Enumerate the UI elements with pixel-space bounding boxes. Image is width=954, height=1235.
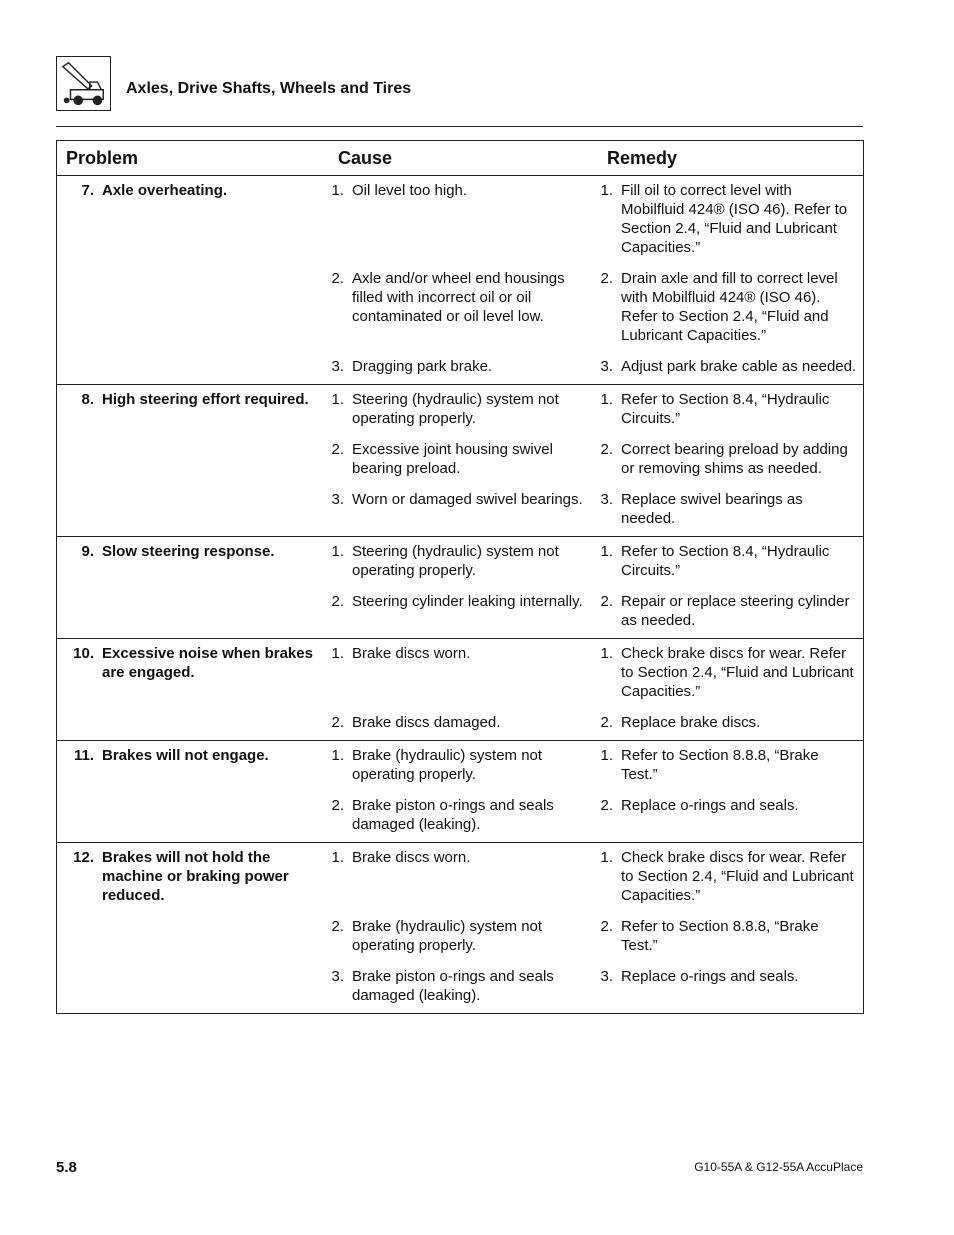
remedy-number: 3. <box>600 358 613 375</box>
cause-remedy-pair <box>326 440 863 478</box>
remedy-text: Drain axle and fill to correct level with Mobilfluid 424® (ISO 46). Refer to Section 2.4, “Fluid and Lubricant Capacities.” <box>621 270 838 344</box>
cause-number: 1. <box>331 182 344 199</box>
problem-text: Brakes will not hold the machine or braking power reduced. <box>102 849 289 904</box>
cause-cell <box>326 796 595 834</box>
table-row <box>57 639 863 741</box>
cause-remedy-pair <box>326 181 863 257</box>
remedy-cell <box>595 357 863 376</box>
page-title: Axles, Drive Shafts, Wheels and Tires <box>126 80 412 97</box>
cause-remedy-list <box>326 390 863 528</box>
remedy-cell <box>595 644 863 701</box>
cause-text: Steering (hydraulic) system not operating properly. <box>352 391 559 427</box>
cause-cell <box>326 713 595 732</box>
problem-cell <box>57 390 326 528</box>
problem-text: Axle overheating. <box>102 182 228 199</box>
column-header-remedy: Remedy <box>607 147 678 168</box>
remedy-text: Refer to Section 8.4, “Hydraulic Circuits.” <box>621 543 830 579</box>
remedy-text: Refer to Section 8.4, “Hydraulic Circuits.” <box>621 391 830 427</box>
remedy-cell <box>595 390 863 428</box>
cause-remedy-pair <box>326 390 863 428</box>
remedy-number: 2. <box>600 714 613 731</box>
cause-text: Brake discs worn. <box>352 849 471 866</box>
cause-remedy-list <box>326 848 863 1005</box>
remedy-cell <box>595 917 863 955</box>
cause-remedy-list <box>326 181 863 376</box>
cause-cell <box>326 746 595 784</box>
problem-text: Brakes will not engage. <box>102 747 269 764</box>
problem-cell <box>57 542 326 630</box>
problem-number: 11. <box>73 747 94 764</box>
remedy-text: Check brake discs for wear. Refer to Section 2.4, “Fluid and Lubricant Capacities.” <box>621 849 854 904</box>
cause-text: Brake piston o-rings and seals damaged (leaking). <box>352 797 554 833</box>
column-header-cause: Cause <box>338 147 393 168</box>
cause-text: Excessive joint housing swivel bearing preload. <box>352 441 553 477</box>
cause-remedy-pair <box>326 592 863 630</box>
remedy-cell <box>595 181 863 257</box>
table-row <box>57 537 863 639</box>
table-row <box>57 385 863 537</box>
problem-text: Slow steering response. <box>102 543 275 560</box>
remedy-text: Replace o-rings and seals. <box>621 968 799 985</box>
cause-text: Brake discs worn. <box>352 645 471 662</box>
cause-text: Brake (hydraulic) system not operating properly. <box>352 918 543 954</box>
cause-number: 2. <box>331 714 344 731</box>
remedy-number: 1. <box>600 182 613 199</box>
problem-text: Excessive noise when brakes are engaged. <box>102 645 313 681</box>
cause-text: Worn or damaged swivel bearings. <box>352 491 583 508</box>
cause-text: Steering (hydraulic) system not operating properly. <box>352 543 559 579</box>
cause-text: Brake (hydraulic) system not operating properly. <box>352 747 543 783</box>
cause-cell <box>326 357 595 376</box>
remedy-text: Adjust park brake cable as needed. <box>621 358 857 375</box>
remedy-number: 1. <box>600 543 613 560</box>
remedy-text: Replace brake discs. <box>621 714 761 731</box>
cause-text: Steering cylinder leaking internally. <box>352 593 583 610</box>
troubleshooting-table <box>56 140 864 1014</box>
cause-remedy-pair <box>326 713 863 732</box>
cause-cell <box>326 917 595 955</box>
table-header-row <box>57 141 863 176</box>
remedy-cell <box>595 848 863 905</box>
remedy-number: 3. <box>600 968 613 985</box>
problem-cell <box>57 644 326 732</box>
remedy-text: Replace o-rings and seals. <box>621 797 799 814</box>
cause-remedy-pair <box>326 967 863 1005</box>
remedy-text: Refer to Section 8.8.8, “Brake Test.” <box>621 747 819 783</box>
cause-remedy-list <box>326 644 863 732</box>
remedy-cell <box>595 269 863 345</box>
cause-cell <box>326 592 595 630</box>
cause-cell <box>326 440 595 478</box>
remedy-cell <box>595 592 863 630</box>
remedy-cell <box>595 746 863 784</box>
remedy-text: Correct bearing preload by adding or removing shims as needed. <box>621 441 848 477</box>
cause-text: Brake piston o-rings and seals damaged (leaking). <box>352 968 554 1004</box>
problem-number: 8. <box>81 391 94 408</box>
cause-cell <box>326 542 595 580</box>
remedy-number: 1. <box>600 747 613 764</box>
cause-cell <box>326 644 595 701</box>
remedy-cell <box>595 440 863 478</box>
cause-number: 2. <box>331 441 344 458</box>
problem-text: High steering effort required. <box>102 391 309 408</box>
remedy-number: 1. <box>600 849 613 866</box>
remedy-number: 1. <box>600 645 613 662</box>
cause-number: 3. <box>331 358 344 375</box>
cause-remedy-pair <box>326 269 863 345</box>
remedy-number: 2. <box>600 918 613 935</box>
cause-cell <box>326 181 595 257</box>
cause-text: Dragging park brake. <box>352 358 493 375</box>
cause-remedy-pair <box>326 542 863 580</box>
cause-remedy-list <box>326 746 863 834</box>
remedy-number: 1. <box>600 391 613 408</box>
cause-cell <box>326 967 595 1005</box>
column-header-problem: Problem <box>66 147 139 168</box>
cause-remedy-pair <box>326 746 863 784</box>
cause-number: 2. <box>331 918 344 935</box>
cause-cell <box>326 490 595 528</box>
remedy-number: 3. <box>600 491 613 508</box>
remedy-cell <box>595 542 863 580</box>
cause-number: 3. <box>331 968 344 985</box>
cause-text: Axle and/or wheel end housings filled with incorrect oil or oil contaminated or oil level low. <box>352 270 565 325</box>
problem-number: 10. <box>73 645 94 662</box>
remedy-text: Refer to Section 8.8.8, “Brake Test.” <box>621 918 819 954</box>
cause-number: 2. <box>331 270 344 287</box>
cause-number: 1. <box>331 747 344 764</box>
page-number: 5.8 <box>56 1159 77 1176</box>
problem-cell <box>57 848 326 1005</box>
remedy-text: Fill oil to correct level with Mobilfluid 424® (ISO 46). Refer to Section 2.4, “Fluid and Lubricant Capacities.” <box>621 182 848 256</box>
cause-cell <box>326 269 595 345</box>
remedy-cell <box>595 713 863 732</box>
cause-number: 1. <box>331 391 344 408</box>
cause-number: 1. <box>331 645 344 662</box>
remedy-number: 2. <box>600 797 613 814</box>
header-divider <box>56 126 863 127</box>
problem-number: 9. <box>81 543 94 560</box>
remedy-text: Replace swivel bearings as needed. <box>621 491 803 527</box>
cause-number: 1. <box>331 849 344 866</box>
problem-cell <box>57 181 326 376</box>
table-row <box>57 741 863 843</box>
cause-number: 1. <box>331 543 344 560</box>
table-row <box>57 843 863 1013</box>
remedy-number: 2. <box>600 270 613 287</box>
remedy-number: 2. <box>600 441 613 458</box>
problem-number: 12. <box>73 849 94 866</box>
footer-model: G10-55A & G12-55A AccuPlace <box>694 1160 863 1174</box>
cause-cell <box>326 848 595 905</box>
cause-number: 3. <box>331 491 344 508</box>
table-row <box>57 176 863 385</box>
remedy-cell <box>595 796 863 834</box>
remedy-number: 2. <box>600 593 613 610</box>
cause-remedy-pair <box>326 848 863 905</box>
remedy-cell <box>595 967 863 1005</box>
cause-remedy-list <box>326 542 863 630</box>
cause-text: Brake discs damaged. <box>352 714 501 731</box>
lift-machine-icon <box>56 56 111 111</box>
problem-cell <box>57 746 326 834</box>
remedy-text: Repair or replace steering cylinder as needed. <box>621 593 850 629</box>
cause-remedy-pair <box>326 490 863 528</box>
cause-number: 2. <box>331 593 344 610</box>
problem-number: 7. <box>81 182 94 199</box>
remedy-text: Check brake discs for wear. Refer to Section 2.4, “Fluid and Lubricant Capacities.” <box>621 645 854 700</box>
remedy-cell <box>595 490 863 528</box>
cause-remedy-pair <box>326 796 863 834</box>
cause-remedy-pair <box>326 357 863 376</box>
cause-text: Oil level too high. <box>352 182 468 199</box>
cause-remedy-pair <box>326 644 863 701</box>
cause-cell <box>326 390 595 428</box>
cause-number: 2. <box>331 797 344 814</box>
cause-remedy-pair <box>326 917 863 955</box>
